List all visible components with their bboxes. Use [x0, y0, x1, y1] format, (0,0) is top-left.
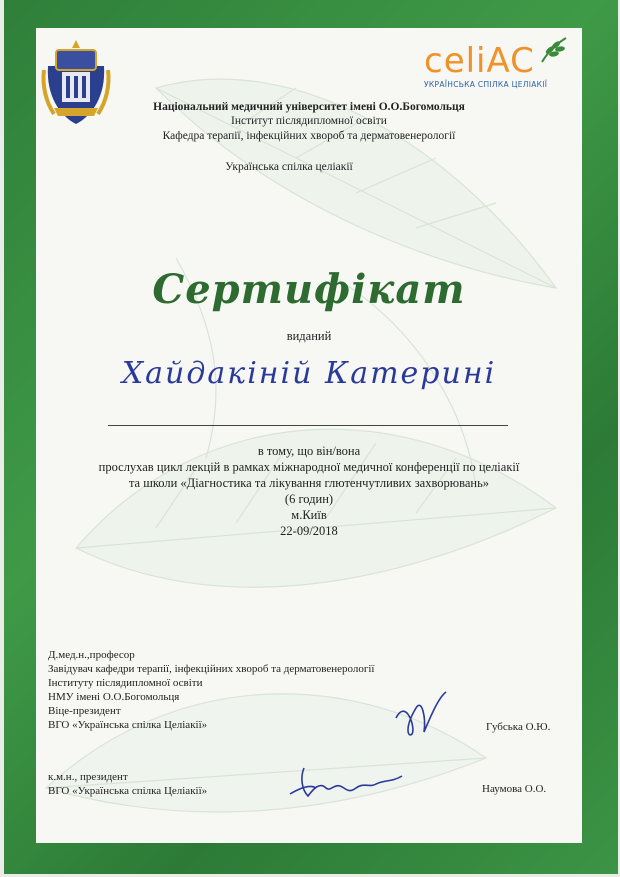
header-institute: Інститут післядипломної освіти	[231, 115, 387, 127]
body-hours: (6 годин)	[284, 492, 334, 506]
body-line-1: в тому, що він/вона	[257, 444, 361, 458]
signatory-1-name: Губська О.Ю.	[486, 721, 551, 733]
celiac-brand-text: celiAC	[424, 41, 535, 81]
signatory-2-name: Наумова О.О.	[482, 783, 547, 795]
header-university: Національний медичний університет імені О.О.Богомольця	[153, 101, 465, 113]
signatory-1-line: Д.мед.н.,професор	[48, 649, 135, 661]
issued-label: виданий	[286, 329, 332, 343]
certificate-paper	[36, 28, 582, 843]
celiac-logo	[424, 42, 574, 89]
recipient-name: Хайдакіній Катерині	[121, 356, 497, 391]
signatory-1-block	[48, 648, 375, 732]
signatory-2-block	[48, 770, 207, 798]
signatory-1-line: Інституту післядипломної освіти	[48, 677, 203, 689]
signature-2-icon	[286, 758, 406, 803]
signatory-2-line: к.м.н., президент	[48, 771, 128, 783]
signatory-1-line: Віце-президент	[48, 705, 121, 717]
header-department: Кафедра терапії, інфекційних хвороб та дерматовенерології	[162, 130, 456, 142]
body-date: 22-09/2018	[280, 524, 338, 538]
signatory-2-line: ВГО «Українська спілка Целіакії»	[48, 785, 208, 797]
wheat-icon	[536, 36, 570, 64]
recipient-underline	[108, 425, 508, 426]
body-line-2: прослухав цикл лекцій в рамках міжнародної медичної конференції по целіакії	[98, 460, 520, 474]
signature-1-icon	[386, 688, 456, 738]
header-union: Українська спілка целіакії	[225, 161, 353, 173]
certificate-title: Сертифікат	[152, 266, 466, 313]
signatory-1-line: ВГО «Українська спілка Целіакії»	[48, 719, 208, 731]
signatory-1-line: Завідувач кафедри терапії, інфекційних хвороб та дерматовенерології	[48, 663, 375, 675]
signatory-1-line: НМУ імені О.О.Богомольця	[48, 691, 180, 703]
celiac-tagline: УКРАЇНСЬКА СПІЛКА ЦЕЛІАКІЇ	[424, 80, 548, 89]
body-city: м.Київ	[291, 508, 327, 522]
body-line-3: та школи «Діагностика та лікування глютенчутливих захворювань»	[128, 476, 490, 490]
